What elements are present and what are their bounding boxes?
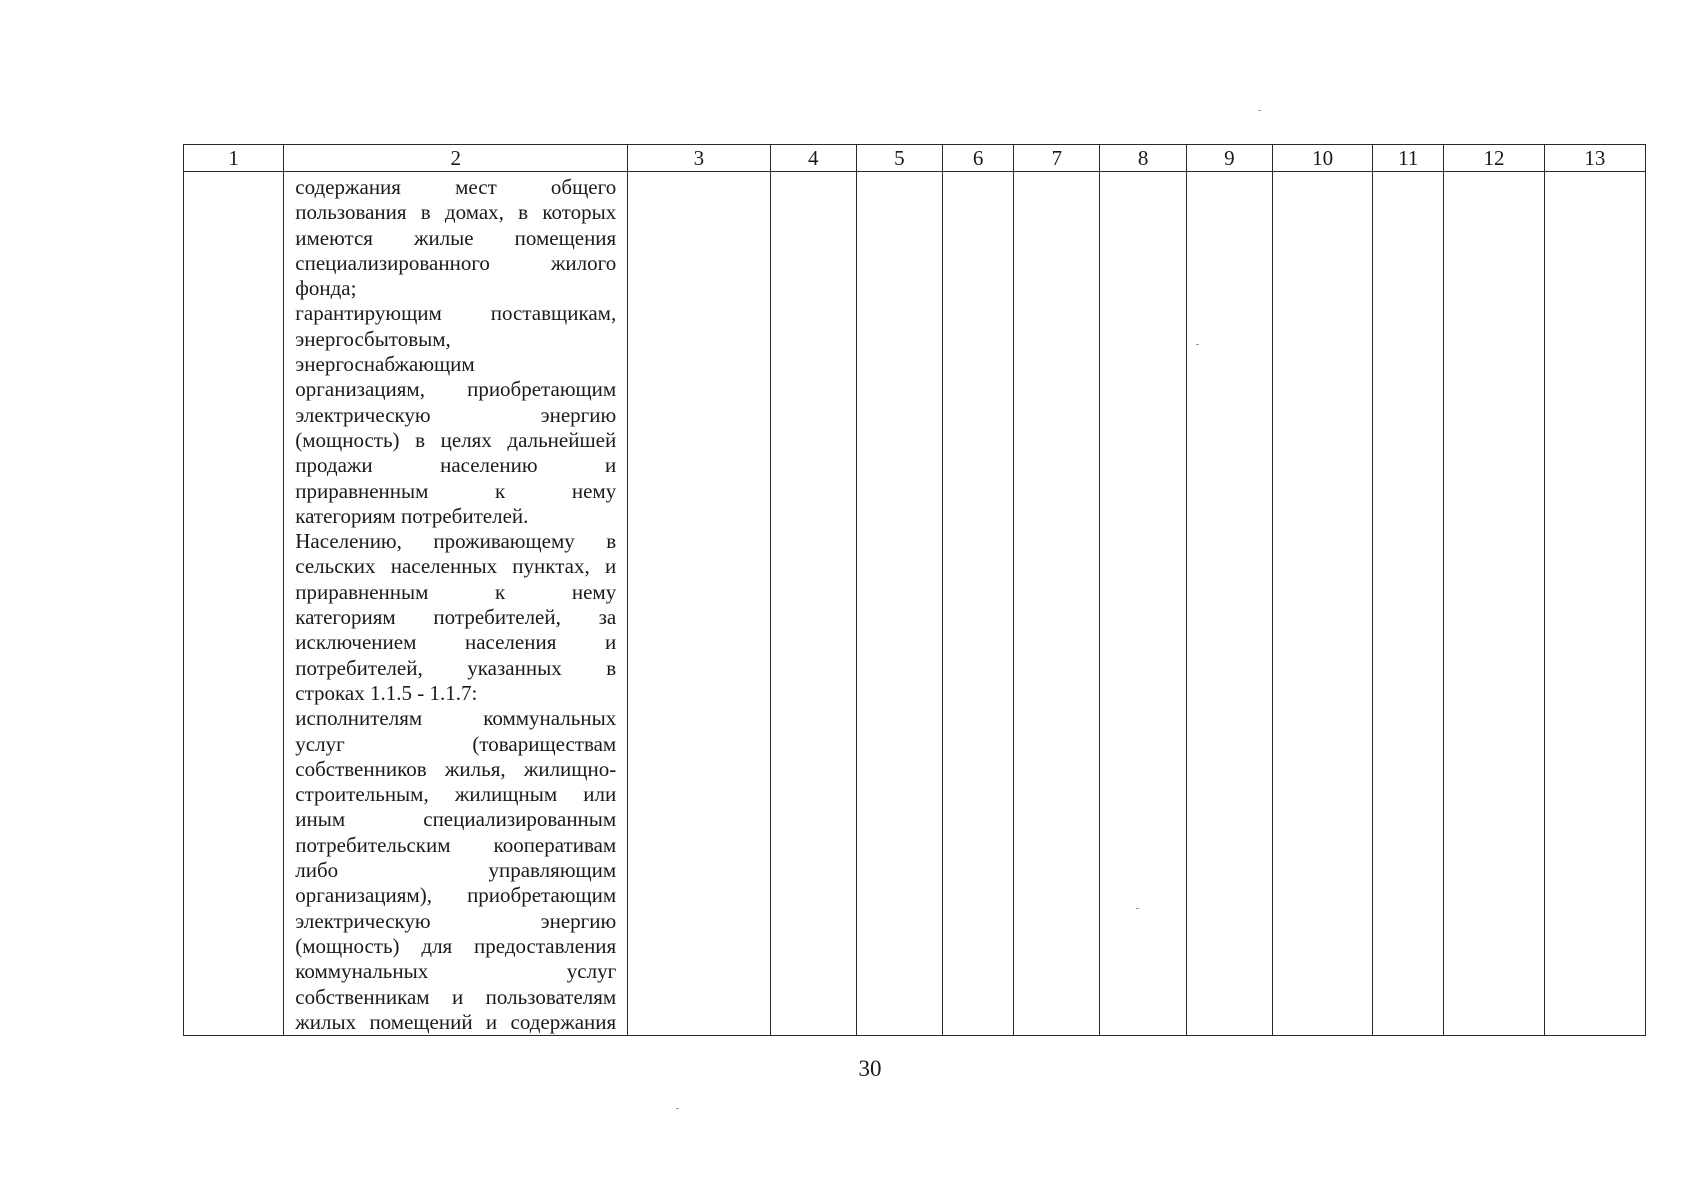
description-line: электрическую энергию bbox=[295, 402, 617, 427]
description-line: организациям, приобретающим bbox=[295, 377, 617, 402]
description-line: собственников жилья, жилищно- bbox=[295, 756, 617, 781]
table-cell bbox=[943, 172, 1014, 1036]
description-line: собственникам и пользователям bbox=[295, 984, 617, 1009]
table-cell bbox=[856, 172, 942, 1036]
table-cell bbox=[1100, 172, 1186, 1036]
column-header: 12 bbox=[1444, 145, 1544, 172]
description-line: жилых помещений и содержания bbox=[295, 1009, 617, 1034]
description-line: (мощность) для предоставления bbox=[295, 933, 617, 958]
scan-speck bbox=[1196, 344, 1199, 345]
table-row bbox=[184, 172, 1646, 1036]
description-line: Населению, проживающему в bbox=[295, 529, 617, 554]
column-header: 13 bbox=[1544, 145, 1645, 172]
description-line: специализированного жилого bbox=[295, 250, 617, 275]
column-header: 8 bbox=[1100, 145, 1186, 172]
table-cell bbox=[1186, 172, 1272, 1036]
data-table bbox=[183, 144, 1646, 1036]
column-header: 5 bbox=[856, 145, 942, 172]
description-line: строках 1.1.5 - 1.1.7: bbox=[295, 680, 478, 705]
description-line: исключением населения и bbox=[295, 630, 617, 655]
description-line: потребителей, указанных в bbox=[295, 655, 617, 680]
description-line: энергоснабжающим bbox=[295, 352, 475, 377]
column-header: 9 bbox=[1186, 145, 1272, 172]
column-header: 6 bbox=[943, 145, 1014, 172]
description-line: фонда; bbox=[295, 276, 357, 301]
description-text bbox=[284, 172, 627, 1035]
table-cell bbox=[770, 172, 856, 1036]
description-line: гарантирующим поставщикам, bbox=[295, 301, 617, 326]
page-number: 30 bbox=[858, 1056, 882, 1081]
description-line: энергосбытовым, bbox=[295, 326, 451, 351]
description-line: содержания мест общего bbox=[295, 175, 617, 199]
table-header-row bbox=[184, 145, 1646, 172]
table-cell-description bbox=[284, 172, 628, 1036]
scan-speck bbox=[676, 1108, 679, 1109]
table-cell bbox=[1272, 172, 1372, 1036]
column-header: 7 bbox=[1014, 145, 1100, 172]
table-cell bbox=[1544, 172, 1645, 1036]
column-header: 3 bbox=[628, 145, 770, 172]
column-header: 1 bbox=[184, 145, 284, 172]
description-line: иным специализированным bbox=[295, 807, 617, 832]
scan-speck bbox=[1258, 110, 1261, 111]
description-line: либо управляющим bbox=[295, 858, 617, 883]
description-line: приравненным к нему bbox=[295, 579, 617, 604]
table-cell bbox=[1444, 172, 1544, 1036]
column-header: 11 bbox=[1373, 145, 1444, 172]
description-line: имеются жилые помещения bbox=[295, 225, 617, 250]
description-line: электрическую энергию bbox=[295, 908, 617, 933]
column-header: 2 bbox=[284, 145, 628, 172]
scan-speck bbox=[1136, 908, 1139, 909]
column-header: 10 bbox=[1272, 145, 1372, 172]
description-line: строительным, жилищным или bbox=[295, 782, 617, 807]
table-cell bbox=[184, 172, 284, 1036]
description-line: продажи населению и bbox=[295, 453, 617, 478]
description-line: пользования в домах, в которых bbox=[295, 200, 617, 225]
description-line: потребительским кооперативам bbox=[295, 832, 617, 857]
table-cell bbox=[1373, 172, 1444, 1036]
description-line: (мощность) в целях дальнейшей bbox=[295, 427, 617, 452]
description-line: категориям потребителей, за bbox=[295, 605, 617, 630]
description-line: сельских населенных пунктах, и bbox=[295, 554, 617, 579]
description-line: организациям), приобретающим bbox=[295, 883, 617, 908]
description-line: коммунальных услуг bbox=[295, 959, 617, 984]
description-line: категориям потребителей. bbox=[295, 503, 529, 528]
description-line: исполнителям коммунальных bbox=[295, 706, 617, 731]
table-cell bbox=[628, 172, 770, 1036]
table-cell bbox=[1014, 172, 1100, 1036]
description-line: приравненным к нему bbox=[295, 478, 617, 503]
description-line: услуг (товариществам bbox=[295, 731, 617, 756]
column-header: 4 bbox=[770, 145, 856, 172]
